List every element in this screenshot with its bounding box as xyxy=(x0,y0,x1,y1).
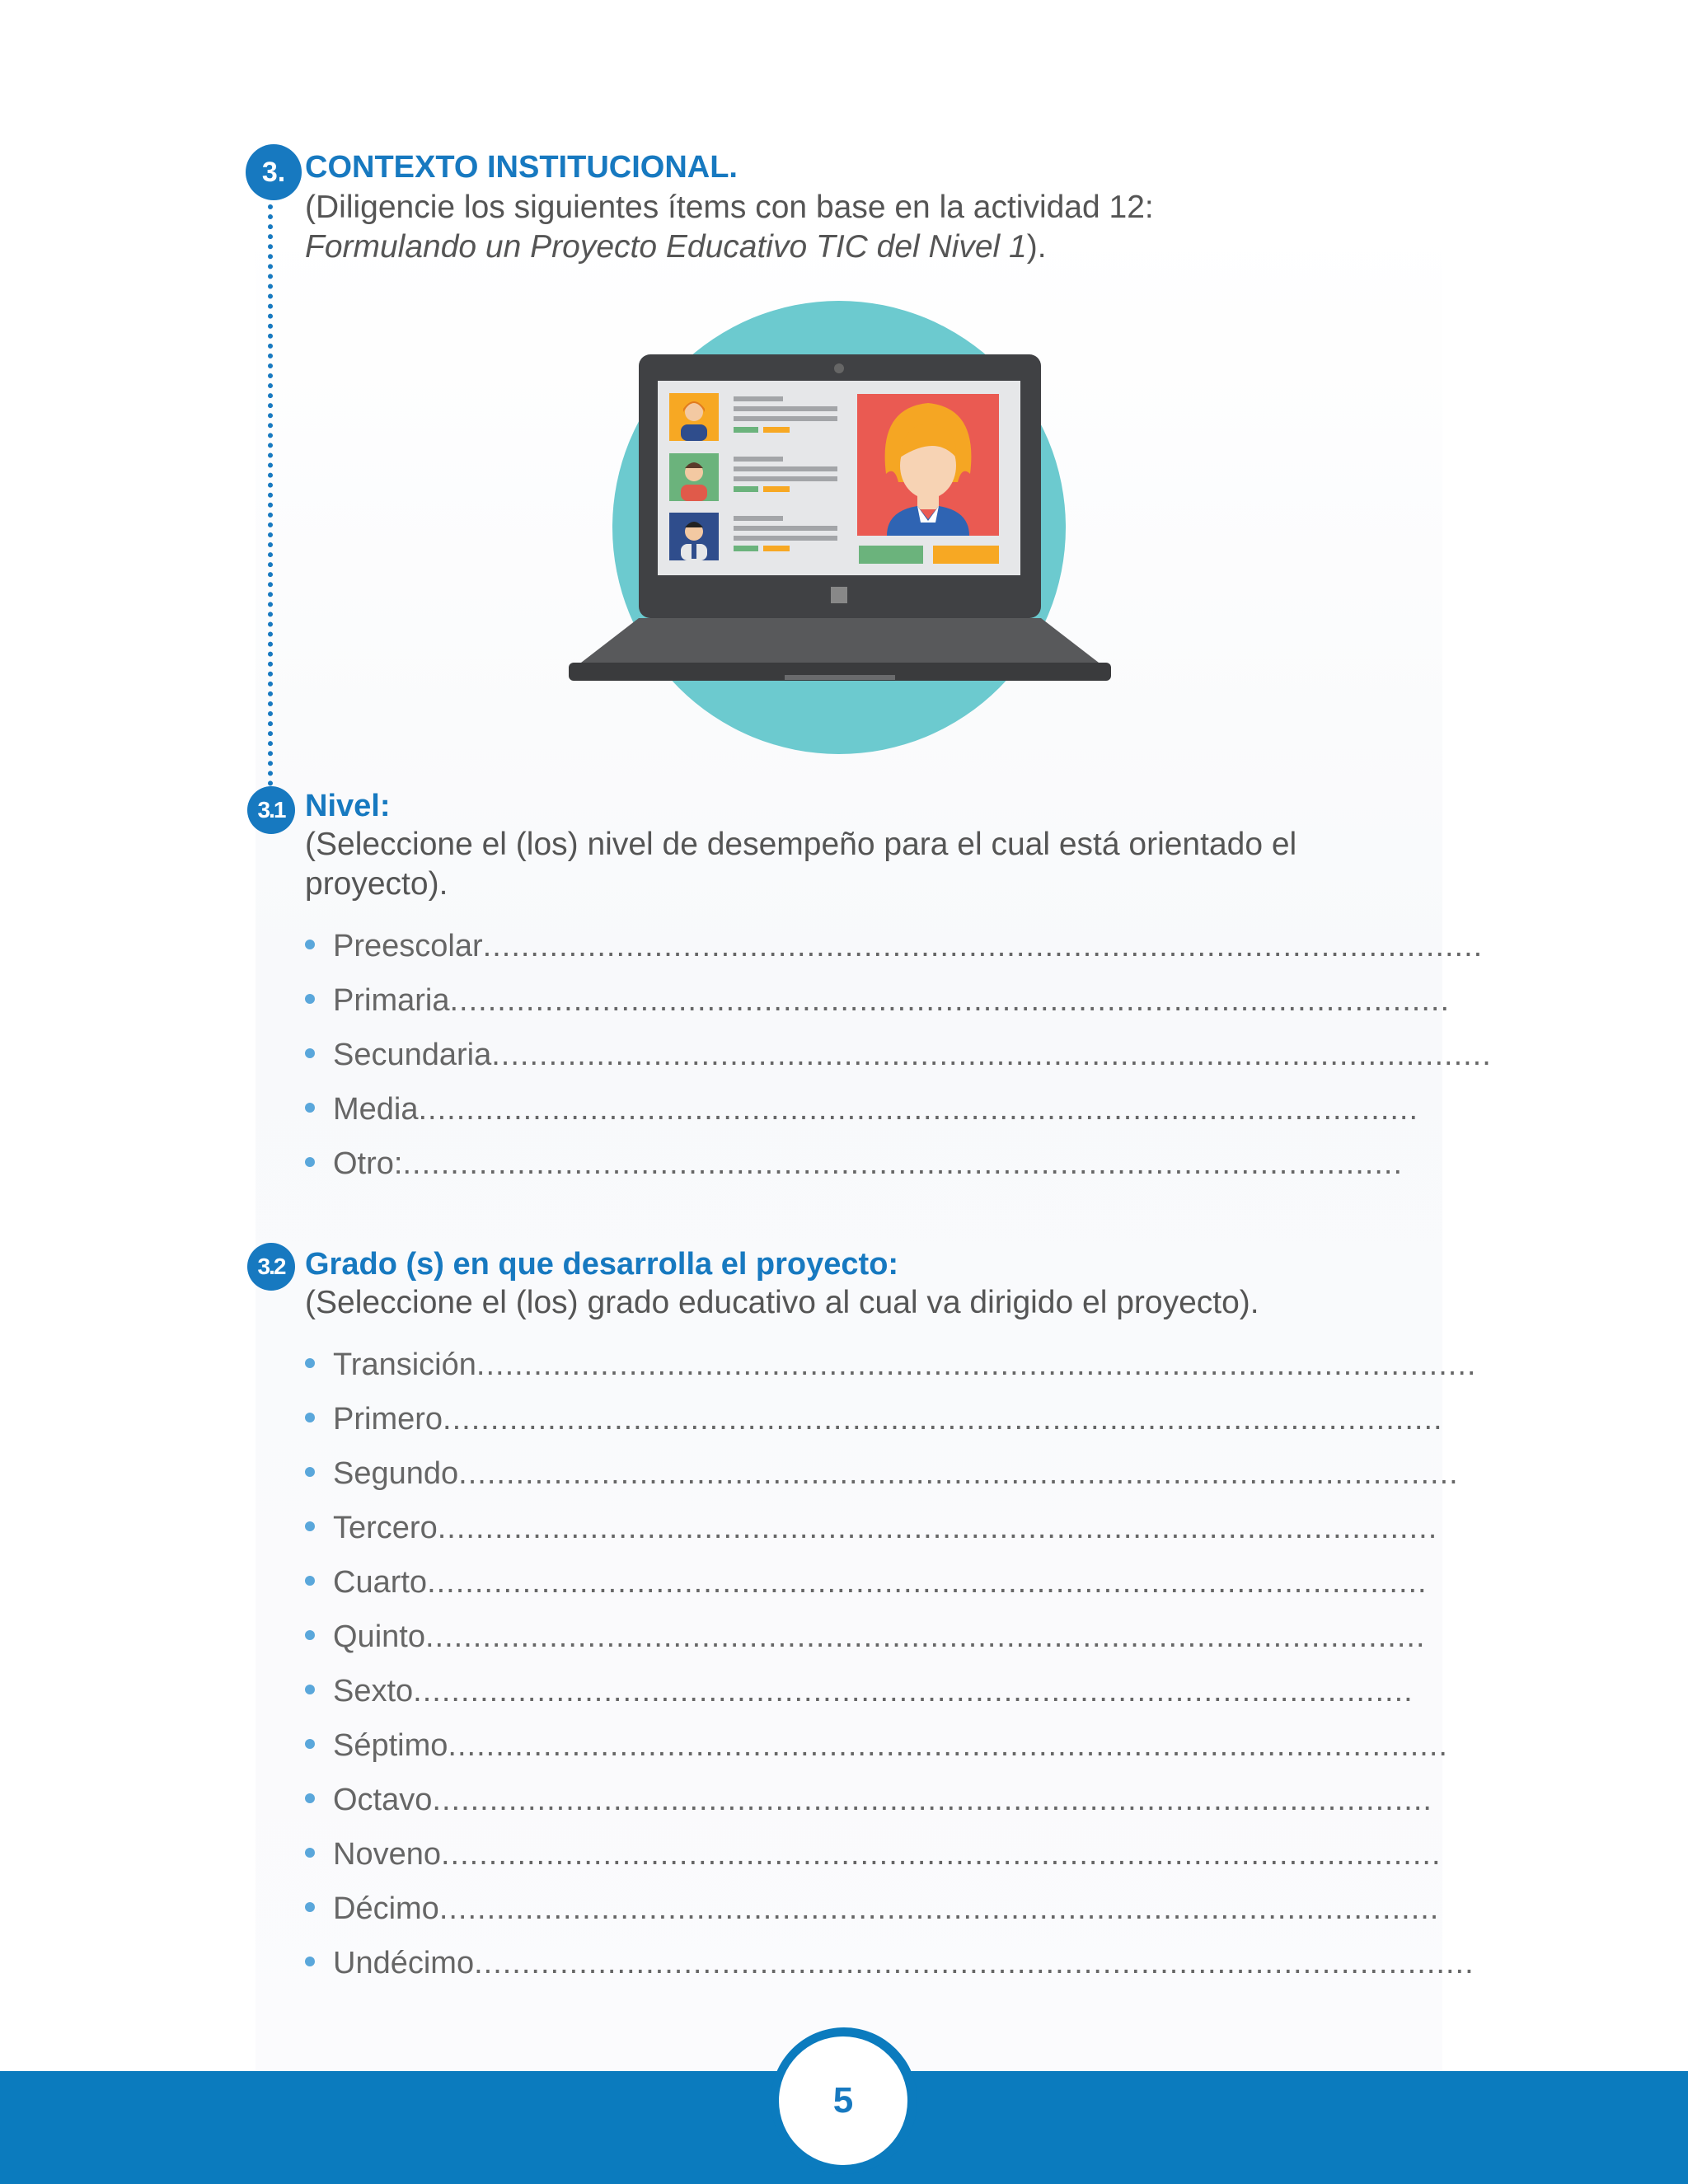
dot-leader: ......................................................................................................... xyxy=(424,1619,1426,1654)
instruction-text: (Diligencie los siguientes ítems con base en la actividad 12: xyxy=(305,190,1154,225)
dot-leader: ......................................................................................................... xyxy=(491,1038,1492,1072)
section-3-2-title: Grado (s) en que desarrolla el proyecto: xyxy=(305,1247,899,1282)
bullet-icon xyxy=(305,1630,315,1640)
dot-leader: ......................................................................................................... xyxy=(432,1783,1432,1817)
list-item[interactable]: Secundaria......................................................................................................... xyxy=(305,1028,1352,1082)
bullet-icon xyxy=(305,1358,315,1368)
dot-leader: ......................................................................................................... xyxy=(458,1456,1459,1491)
laptop-trackpad-notch xyxy=(785,675,895,680)
home-button-icon xyxy=(831,587,847,603)
list-item[interactable]: Octavo......................................................................................................... xyxy=(305,1773,1352,1827)
bullet-icon xyxy=(305,1048,315,1058)
bullet-icon xyxy=(305,1576,315,1586)
profile-thumbnail-1 xyxy=(669,393,719,441)
section-3-badge: 3. xyxy=(246,144,302,200)
bullet-icon xyxy=(305,1848,315,1858)
list-item[interactable]: Segundo......................................................................................................... xyxy=(305,1446,1352,1501)
bullet-icon xyxy=(305,1467,315,1477)
webcam-icon xyxy=(834,363,844,373)
laptop-keyboard-base xyxy=(581,618,1099,663)
list-item[interactable]: Media......................................................................................................... xyxy=(305,1082,1352,1137)
section-3-1-badge: 3.1 xyxy=(247,786,295,834)
dot-leader: ......................................................................................................... xyxy=(440,1837,1442,1872)
instruction-end-text: ). xyxy=(1026,229,1047,265)
list-item[interactable]: Undécimo......................................................................................................... xyxy=(305,1936,1352,1990)
dot-leader: ......................................................................................................... xyxy=(443,1402,1443,1436)
action-bar-green xyxy=(859,546,923,564)
bullet-icon xyxy=(305,1793,315,1803)
list-item[interactable]: Otro:......................................................................................................... xyxy=(305,1137,1352,1191)
dot-leader: ......................................................................................................... xyxy=(476,1347,1477,1382)
grade-options-list xyxy=(305,1338,1477,1990)
section-3-2-instruction: (Seleccione el (los) grado educativo al cual va dirigido el proyecto). xyxy=(305,1285,1259,1320)
dot-leader: ......................................................................................................... xyxy=(418,1092,1419,1127)
section-3-title: CONTEXTO INSTITUCIONAL. xyxy=(305,150,738,185)
section-3-2-badge: 3.2 xyxy=(247,1243,295,1291)
dot-leader: ......................................................................................................... xyxy=(449,983,1451,1018)
dot-leader: ......................................................................................................... xyxy=(438,1891,1440,1926)
list-item[interactable]: Tercero......................................................................................................... xyxy=(305,1501,1352,1555)
bullet-icon xyxy=(305,1103,315,1113)
bullet-icon xyxy=(305,1957,315,1966)
timeline-dotted-line xyxy=(268,204,273,786)
dot-leader: ......................................................................................................... xyxy=(448,1728,1448,1763)
section-3-instruction xyxy=(305,188,1442,267)
bullet-icon xyxy=(305,994,315,1004)
list-item[interactable]: Transición......................................................................................................... xyxy=(305,1338,1352,1392)
section-3-1-title: Nivel: xyxy=(305,789,391,823)
bullet-icon xyxy=(305,1521,315,1531)
dot-leader: ......................................................................................................... xyxy=(482,929,1484,963)
list-item[interactable]: Sexto......................................................................................................... xyxy=(305,1664,1352,1718)
page-number: 5 xyxy=(779,2036,907,2165)
list-item[interactable]: Cuarto......................................................................................................... xyxy=(305,1555,1352,1610)
bullet-icon xyxy=(305,1685,315,1694)
list-item[interactable]: Primaria......................................................................................................... xyxy=(305,973,1352,1028)
list-item[interactable]: Séptimo......................................................................................................... xyxy=(305,1718,1352,1773)
profile-thumbnail-3 xyxy=(669,513,719,560)
profile-thumbnail-2 xyxy=(669,453,719,501)
dot-leader: ......................................................................................................... xyxy=(402,1146,1404,1181)
list-item[interactable]: Quinto......................................................................................................... xyxy=(305,1610,1352,1664)
dot-leader: ......................................................................................................... xyxy=(474,1946,1475,1980)
main-profile-card xyxy=(857,394,999,536)
dot-leader: ......................................................................................................... xyxy=(427,1565,1428,1600)
section-3-1-instruction: (Seleccione el (los) nivel de desempeño para el cual está orientado el proyecto). xyxy=(305,827,1297,902)
list-item[interactable]: Noveno......................................................................................................... xyxy=(305,1827,1352,1882)
level-options-list xyxy=(305,919,1492,1191)
list-item[interactable]: Primero......................................................................................................... xyxy=(305,1392,1352,1446)
laptop-illustration xyxy=(560,297,1121,758)
bullet-icon xyxy=(305,1157,315,1167)
instruction-italic-text: Formulando un Proyecto Educativo TIC del Nivel 1 xyxy=(305,229,1027,265)
bullet-icon xyxy=(305,1739,315,1749)
list-item[interactable]: Décimo......................................................................................................... xyxy=(305,1882,1352,1936)
dot-leader: ......................................................................................................... xyxy=(437,1511,1438,1545)
bullet-icon xyxy=(305,940,315,949)
bullet-icon xyxy=(305,1902,315,1912)
action-bar-orange xyxy=(933,546,999,564)
dot-leader: ......................................................................................................... xyxy=(413,1674,1414,1708)
list-item[interactable]: Preescolar......................................................................................................... xyxy=(305,919,1352,973)
bullet-icon xyxy=(305,1413,315,1422)
